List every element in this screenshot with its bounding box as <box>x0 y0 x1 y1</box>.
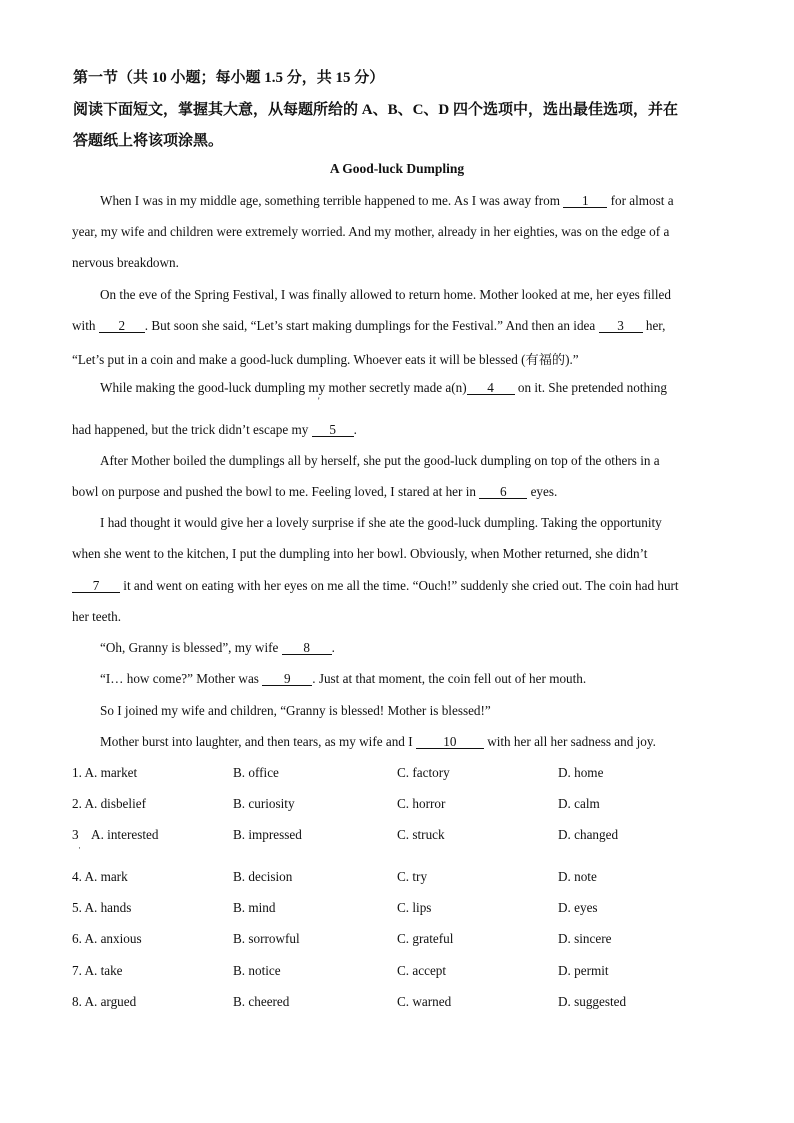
p7-text-c: . Just at that moment, the coin fell out of her mouth. <box>312 671 587 686</box>
p3-text-d: had happened, but the trick didn’t escape my <box>72 422 312 437</box>
q8-option-b[interactable]: B. cheered <box>233 994 290 1009</box>
question-2-options <box>72 796 772 814</box>
q7-option-a[interactable]: 7. A. take <box>72 963 123 978</box>
p7-line-1 <box>100 671 586 687</box>
p9-text-a: Mother burst into laughter, and then tears, as my wife and I <box>100 734 416 749</box>
p6-text-c: . <box>331 640 335 655</box>
q5-option-d[interactable]: D. eyes <box>558 900 598 915</box>
q8-option-d[interactable]: D. suggested <box>558 994 627 1009</box>
q1-option-b[interactable]: B. office <box>233 765 279 780</box>
p9-text-c: with her all her sadness and joy. <box>483 734 656 749</box>
blank-1: 1 <box>563 194 607 208</box>
p1-text-a: When I was in my middle age, something terrible happened to me. As I was away from <box>100 193 564 208</box>
p1-text-c: for almost a <box>607 193 674 208</box>
p5-line-2: when she went to the kitchen, I put the dumpling into her bowl. Obviously, when Mother returned, she didn’t <box>72 546 648 561</box>
stray-dot: · <box>78 843 81 853</box>
blank-7: 7 <box>72 579 120 593</box>
q1-option-c[interactable]: C. factory <box>397 765 450 780</box>
p5-line-4: her teeth. <box>72 609 122 624</box>
p2-line-3: “Let’s put in a coin and make a good-luck dumpling. Whoever eats it will be blessed (有福的).” <box>72 352 579 367</box>
q3-option-d[interactable]: D. changed <box>558 827 619 842</box>
question-5-options <box>72 900 772 918</box>
p6-line-1 <box>100 640 335 656</box>
blank-9: 9 <box>262 672 312 686</box>
q1-option-a[interactable]: 1. A. market <box>72 765 138 780</box>
stray-mark: ' <box>318 396 320 406</box>
q5-option-c[interactable]: C. lips <box>397 900 432 915</box>
q6-option-b[interactable]: B. sorrowful <box>233 931 300 946</box>
p5-line-3 <box>72 578 679 594</box>
q8-option-a[interactable]: 8. A. argued <box>72 994 137 1009</box>
section-heading: 第一节（共 10 小题；每小题 1.5 分，共 15 分） <box>73 70 385 86</box>
q3-option-c[interactable]: C. struck <box>397 827 445 842</box>
blank-4: 4 <box>467 381 515 395</box>
blank-10: 10 <box>416 735 484 749</box>
q2-option-c[interactable]: C. horror <box>397 796 446 811</box>
p3-text-c: on it. She pretended nothing <box>514 380 667 395</box>
question-3-options <box>72 827 772 845</box>
p6-text-a: “Oh, Granny is blessed”, my wife <box>100 640 282 655</box>
blank-6: 6 <box>479 485 527 499</box>
q4-option-a[interactable]: 4. A. mark <box>72 869 128 884</box>
blank-3: 3 <box>599 319 643 333</box>
p2-text-b: with <box>72 318 99 333</box>
question-7-options <box>72 963 772 981</box>
story-title: A Good-luck Dumpling <box>329 161 465 176</box>
instruction-line-2: 答题纸上将该项涂黑。 <box>73 133 224 149</box>
p4-line-1: After Mother boiled the dumplings all by herself, she put the good-luck dumpling on top of the others in a <box>100 453 660 468</box>
q2-option-b[interactable]: B. curiosity <box>233 796 295 811</box>
p1-line-1 <box>100 193 674 209</box>
q8-option-c[interactable]: C. warned <box>397 994 452 1009</box>
q1-option-d[interactable]: D. home <box>558 765 604 780</box>
q6-option-d[interactable]: D. sincere <box>558 931 612 946</box>
p4-text-c: eyes. <box>527 484 558 499</box>
p4-line-2 <box>72 484 557 500</box>
q5-option-a[interactable]: 5. A. hands <box>72 900 132 915</box>
p5-text-c: it and went on eating with her eyes on me all the time. “Ouch!” suddenly she cried out. The coin had hurt <box>120 578 679 593</box>
p9-line-1 <box>100 734 656 750</box>
p2-text-c: . But soon she said, “Let’s start making dumplings for the Festival.” And then an idea <box>144 318 599 333</box>
q5-option-b[interactable]: B. mind <box>233 900 276 915</box>
q2-option-d[interactable]: D. calm <box>558 796 600 811</box>
q3-option-a[interactable]: 3 A. interested <box>72 827 159 842</box>
blank-2: 2 <box>99 319 145 333</box>
p2-line-1: On the eve of the Spring Festival, I was finally allowed to return home. Mother looked at me, her eyes filled <box>100 287 671 302</box>
p8-line-1: So I joined my wife and children, “Granny is blessed! Mother is blessed!” <box>100 703 491 718</box>
blank-8: 8 <box>282 641 332 655</box>
p3-text-e: . <box>353 422 357 437</box>
p3-line-1 <box>100 380 667 396</box>
q7-option-c[interactable]: C. accept <box>397 963 447 978</box>
q4-option-c[interactable]: C. try <box>397 869 428 884</box>
q2-option-a[interactable]: 2. A. disbelief <box>72 796 146 811</box>
p2-text-d: her, <box>642 318 666 333</box>
question-1-options <box>72 765 772 783</box>
p4-text-b: bowl on purpose and pushed the bowl to me. Feeling loved, I stared at her in <box>72 484 480 499</box>
p3-text-b: my mother secretly made a(n) <box>305 380 467 395</box>
p1-line-2: year, my wife and children were extremely worried. And my mother, already in her eighties, was on the edge of a <box>72 224 670 239</box>
p5-line-1: I had thought it would give her a lovely surprise if she ate the good-luck dumpling. Taking the opportunity <box>100 515 662 530</box>
q7-option-b[interactable]: B. notice <box>233 963 281 978</box>
p3-line-2 <box>72 422 357 438</box>
q4-option-b[interactable]: B. decision <box>233 869 293 884</box>
p7-text-a: “I… how come?” Mother was <box>100 671 263 686</box>
p2-line-2 <box>72 318 665 334</box>
question-6-options <box>72 931 772 949</box>
p1-line-3: nervous breakdown. <box>72 255 179 270</box>
question-8-options <box>72 994 772 1012</box>
q7-option-d[interactable]: D. permit <box>558 963 609 978</box>
instruction-line-1: 阅读下面短文，掌握其大意，从每题所给的 A、B、C、D 四个选项中，选出最佳选项，并在 <box>73 102 679 118</box>
q6-option-c[interactable]: C. grateful <box>397 931 454 946</box>
q3-option-b[interactable]: B. impressed <box>233 827 302 842</box>
question-4-options <box>72 869 772 887</box>
p3-text-a: While making the good-luck dumpling <box>100 380 306 395</box>
q6-option-a[interactable]: 6. A. anxious <box>72 931 142 946</box>
q4-option-d[interactable]: D. note <box>558 869 597 884</box>
blank-5: 5 <box>312 423 354 437</box>
